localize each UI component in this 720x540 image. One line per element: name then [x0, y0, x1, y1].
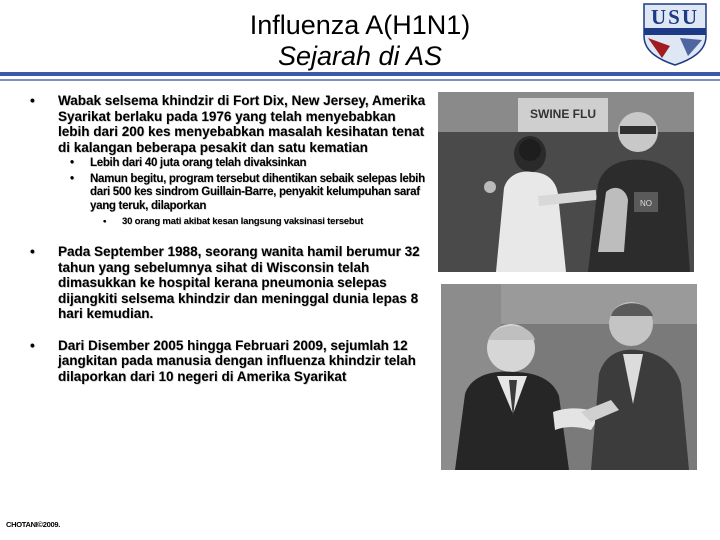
bullet-item	[30, 244, 430, 322]
sub-bullet-item	[30, 173, 430, 214]
sub-bullet-text: Namun begitu, program tersebut dihentikan sebaik selepas lebih dari 500 kes sindrom Guillain-Barre, penyakit kelumpuhan saraf yang teruk, dilaporkan	[90, 172, 425, 212]
bullet-dot-icon: •	[70, 157, 74, 169]
logo-letters: USU	[650, 5, 700, 29]
sub-bullet-text: Lebih dari 40 juta orang telah divaksinkan	[90, 157, 307, 169]
bullet-text: Pada September 1988, seorang wanita hamil berumur 32 tahun yang sebelumnya sihat di Wisconsin telah dimasukkan ke hospital kerana pneumonia selepas dijangkiti selsema khindzir dan meninggal dunia lepas 8 hari kemudian.	[58, 244, 420, 321]
bullet-text: Dari Disember 2005 hingga Februari 2009, sejumlah 12 jangkitan pada manusia dengan influenza khindzir telah dilaporkan dari 10 negeri di Amerika Syarikat	[58, 337, 416, 384]
bullet-text: Wabak selsema khindzir di Fort Dix, New Jersey, Amerika Syarikat berlaku pada 1976 yang telah menyebabkan lebih dari 200 kes menyebabkan masalah kesihatan tenat di kalangan beberapa pesakit dan satu kematian	[58, 93, 426, 155]
slide-subtitle: Sejarah di AS	[277, 41, 443, 71]
patch-text: NO	[640, 199, 652, 208]
slide-title-block	[150, 10, 570, 72]
sub-bullet-item	[30, 157, 430, 171]
vaccination-photo-2	[441, 284, 697, 470]
university-logo	[640, 2, 710, 66]
title-rule-thin	[0, 79, 720, 81]
bullet-item	[30, 93, 430, 155]
bullet-dot-icon: •	[30, 337, 35, 353]
bullet-item	[30, 338, 430, 385]
title-rule-thick	[0, 72, 720, 76]
copyright-text: CHOTANI©2009.	[6, 520, 61, 529]
shield-logo-icon	[640, 2, 710, 66]
bullet-list	[30, 93, 430, 384]
slide-title: Influenza A(H1N1)	[249, 10, 471, 40]
bullet-dot-icon: •	[30, 244, 35, 259]
sub-sub-bullet-item	[30, 216, 430, 228]
bullet-dot-icon: •	[70, 172, 74, 185]
poster-text: SWINE FLU	[530, 107, 596, 121]
sub-sub-bullet-text: 30 orang mati akibat kesan langsung vaksinasi tersebut	[122, 216, 364, 227]
bullet-dot-icon: •	[103, 216, 107, 227]
vaccination-photo-1	[438, 92, 694, 272]
bullet-dot-icon: •	[30, 93, 35, 108]
